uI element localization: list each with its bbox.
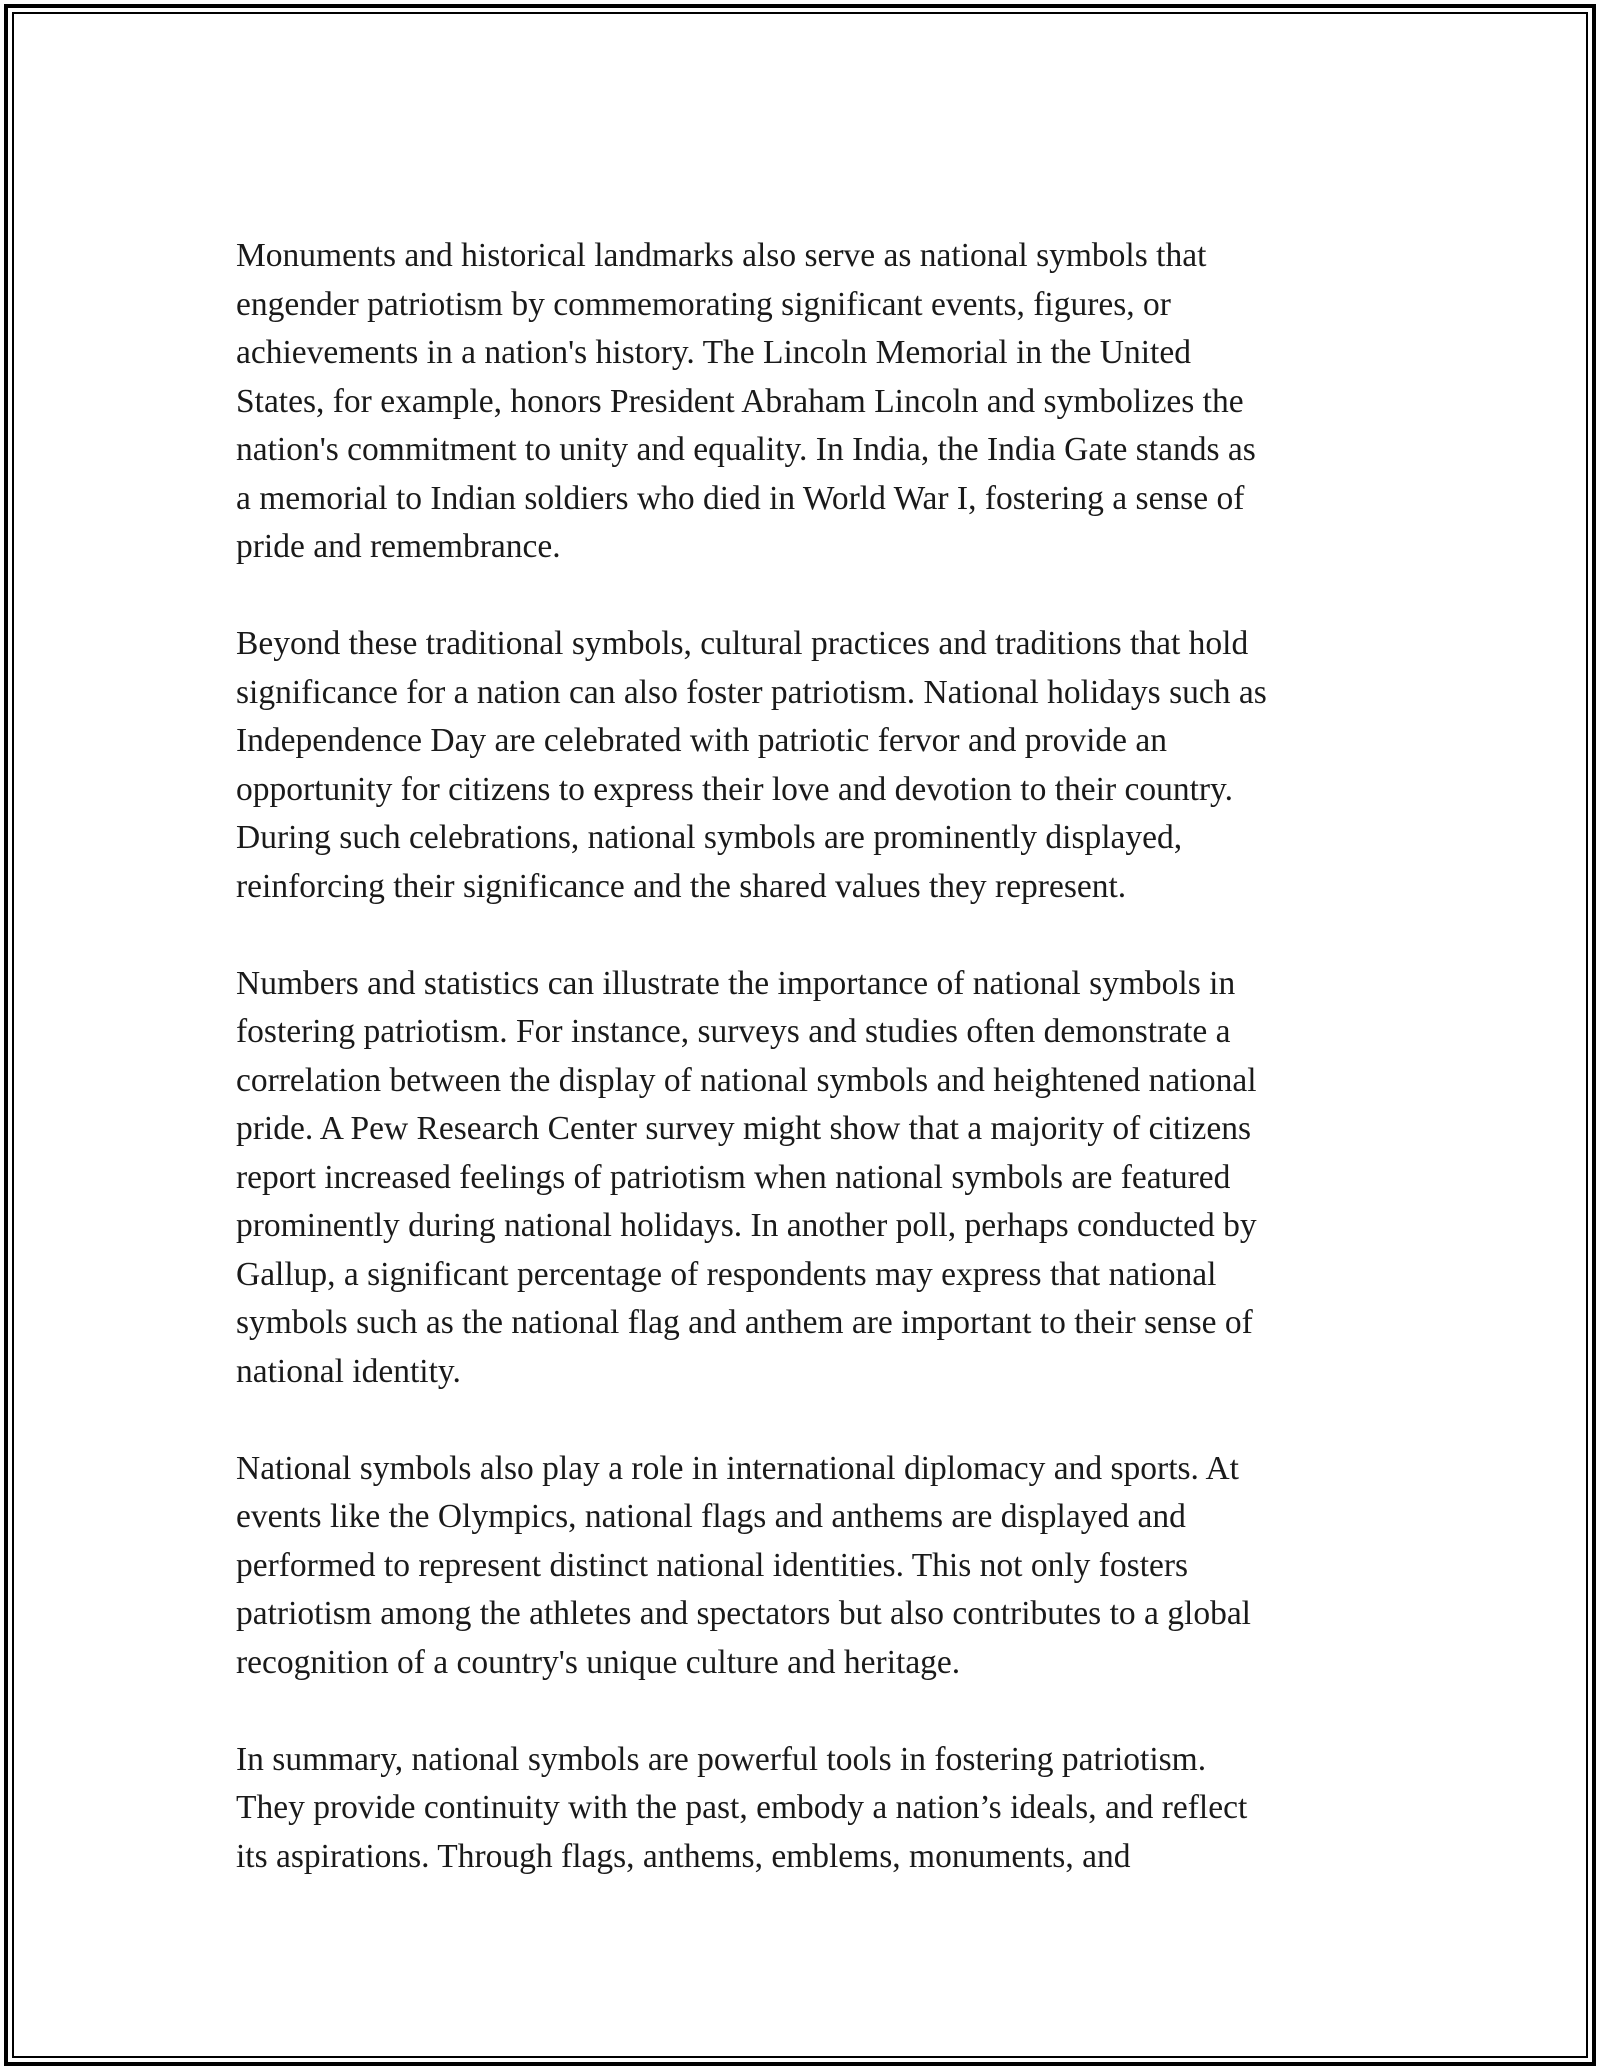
paragraph-diplomacy-sports: National symbols also play a role in international diplomacy and sports. At events like the Olympics, national flags and anthems are displayed and performed to represent distinct national identities. This not only fosters patriotism among the athletes and spectators but also contributes to a global recognition of a country's unique culture and heritage. [236, 1449, 1251, 1681]
paragraph-numbers-statistics: Numbers and statistics can illustrate the importance of national symbols in fostering patriotism. For instance, surveys and studies often demonstrate a correlation between the display of national symbols and heightened national pride. A Pew Research Center survey might show that a majority of citizens report increased feelings of patriotism when national symbols are featured prominently during national holidays. In another poll, perhaps conducted by Gallup, a significant percentage of respondents may express that national symbols such as the national flag and anthem are important to their sense of national identity. [236, 964, 1257, 1390]
paragraph-cultural-practices: Beyond these traditional symbols, cultural practices and traditions that hold significance for a nation can also foster patriotism. National holidays such as Independence Day are celebrated with patriotic fervor and provide an opportunity for citizens to express their love and devotion to their country. During such celebrations, national symbols are prominently displayed, reinforcing their significance and the shared values they represent. [236, 625, 1267, 905]
document-body [236, 232, 1386, 1930]
paragraph-monuments: Monuments and historical landmarks also serve as national symbols that engender patriotism by commemorating significant events, figures, or achievements in a nation's history. The Lincoln Memorial in the United States, for example, honors President Abraham Lincoln and symbolizes the nation's commitment to unity and equality. In India, the India Gate stands as a memorial to Indian soldiers who died in World War I, fostering a sense of pride and remembrance. [236, 237, 1256, 565]
paragraph-summary: In summary, national symbols are powerful tools in fostering patriotism. They provide continuity with the past, embody a nation’s ideals, and reflect its aspirations. Through flags, anthems, emblems, monuments, and [236, 1740, 1248, 1875]
